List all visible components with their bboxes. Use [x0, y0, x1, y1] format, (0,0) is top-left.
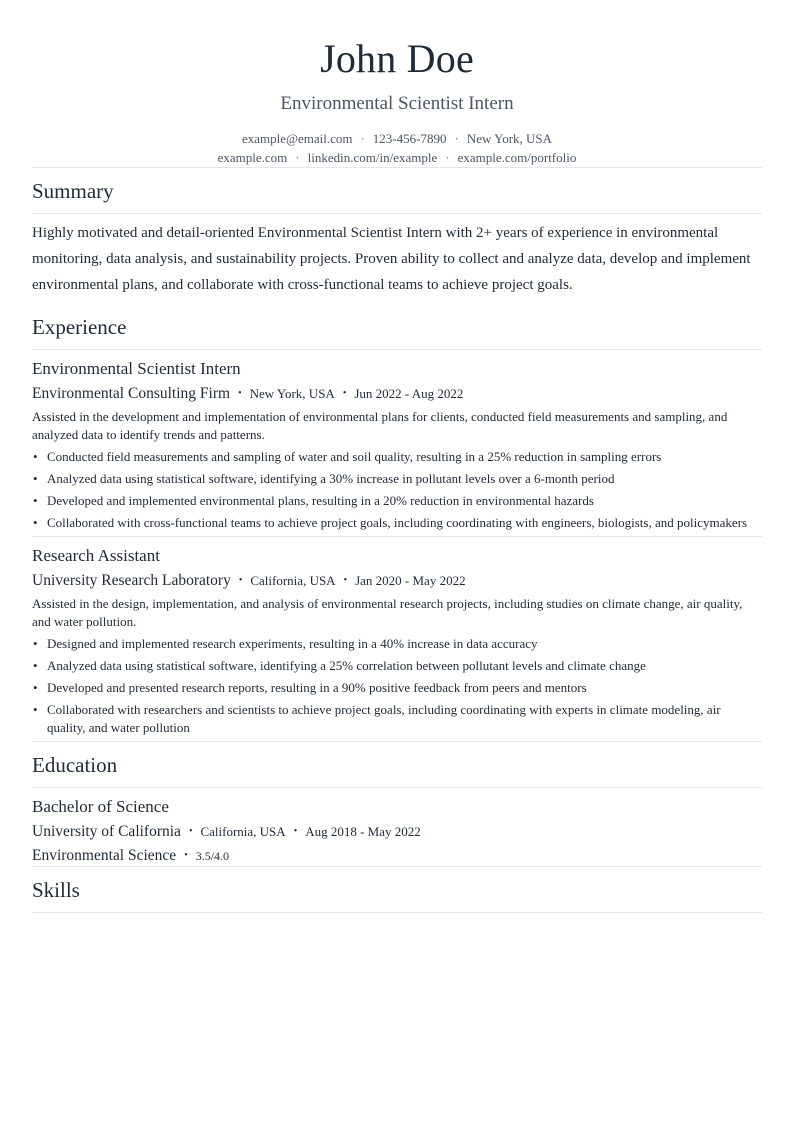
list-item: [32, 448, 762, 466]
summary-section: [32, 168, 762, 304]
bullet-icon: •: [33, 515, 38, 530]
meta-dot: •: [343, 575, 348, 586]
company-name: Environmental Consulting Firm: [32, 385, 231, 402]
experience-title: Experience: [32, 315, 127, 339]
phone-number[interactable]: 123-456-7890: [372, 131, 447, 146]
job-dates: Jan 2020 - May 2022: [355, 573, 466, 588]
list-item: [32, 492, 762, 510]
section-divider: [32, 213, 762, 214]
contact-row-1: [32, 129, 762, 148]
contact-info: [32, 129, 762, 167]
skills-section: [32, 867, 762, 913]
meta-dot: •: [342, 388, 347, 399]
list-item: [32, 701, 762, 737]
bullet-text: Collaborated with cross-functional teams to achieve project goals, including coordinating with engineers, biologists, and policymakers: [47, 515, 748, 530]
experience-entry: [32, 350, 762, 537]
job-location: New York, USA: [249, 386, 335, 401]
degree-title: Bachelor of Science: [32, 797, 169, 816]
contact-separator: ·: [454, 131, 459, 146]
bullet-text: Conducted field measurements and sampling of water and soil quality, resulting in a 25% reduction in sampling errors: [47, 449, 662, 464]
job-description: Assisted in the development and implementation of environmental plans for clients, conducted field measurements and sampling, and analyzed data to identify trends and patterns.: [32, 409, 728, 442]
list-item: [32, 657, 762, 675]
bullet-text: Designed and implemented research experiments, resulting in a 40% increase in data accuracy: [47, 636, 538, 651]
linkedin-link[interactable]: linkedin.com/in/example: [307, 150, 438, 165]
bullet-icon: •: [33, 658, 38, 673]
contact-separator: ·: [295, 150, 300, 165]
candidate-role: Environmental Scientist Intern: [280, 93, 514, 114]
education-title: Education: [32, 753, 118, 777]
bullet-icon: •: [33, 636, 38, 651]
list-item: [32, 679, 762, 697]
list-item: [32, 470, 762, 488]
bullet-text: Developed and implemented environmental plans, resulting in a 20% reduction in environmental hazards: [47, 493, 594, 508]
gpa: 3.5/4.0: [195, 849, 230, 863]
resume-header: [32, 0, 762, 167]
education-field-row: [32, 846, 762, 866]
experience-section: [32, 304, 762, 742]
job-meta: [32, 571, 762, 591]
job-title: Research Assistant: [32, 546, 160, 565]
job-location: California, USA: [250, 573, 336, 588]
company-name: University Research Laboratory: [32, 572, 231, 589]
experience-entry: [32, 537, 762, 742]
education-entry: [32, 788, 762, 867]
bullet-text: Analyzed data using statistical software, identifying a 25% correlation between pollutant levels and climate change: [47, 658, 646, 673]
bullet-icon: •: [33, 680, 38, 695]
email-link[interactable]: example@email.com: [241, 131, 353, 146]
bullet-icon: •: [33, 449, 38, 464]
bullet-icon: •: [33, 493, 38, 508]
summary-title: Summary: [32, 179, 114, 203]
portfolio-link[interactable]: example.com/portfolio: [457, 150, 577, 165]
field-of-study: Environmental Science: [32, 847, 177, 864]
education-dates: Aug 2018 - May 2022: [305, 824, 421, 839]
job-title: Environmental Scientist Intern: [32, 359, 241, 378]
bullet-text: Developed and presented research reports, resulting in a 90% positive feedback from peers and mentors: [47, 680, 587, 695]
meta-dot: •: [184, 850, 188, 861]
meta-dot: •: [188, 826, 193, 837]
bullet-icon: •: [33, 702, 38, 717]
bullet-text: Analyzed data using statistical software, identifying a 30% increase in pollutant levels over a 6-month period: [47, 471, 615, 486]
job-dates: Jun 2022 - Aug 2022: [354, 386, 464, 401]
school-name: University of California: [32, 823, 181, 840]
list-item: [32, 514, 762, 532]
bullet-text: Collaborated with researchers and scientists to achieve project goals, including coordinating with experts in climate modeling, air quality, and water pollution: [47, 702, 721, 735]
section-divider: [32, 912, 762, 913]
education-meta: [32, 822, 762, 842]
candidate-name: John Doe: [320, 36, 474, 81]
contact-separator: ·: [445, 150, 450, 165]
job-bullets: [32, 635, 762, 737]
job-bullets: [32, 448, 762, 532]
meta-dot: •: [293, 826, 298, 837]
bullet-icon: •: [33, 471, 38, 486]
meta-dot: •: [238, 388, 242, 399]
list-item: [32, 635, 762, 653]
contact-row-2: [32, 148, 762, 167]
meta-dot: •: [238, 575, 243, 586]
location: New York, USA: [466, 131, 553, 146]
website-link[interactable]: example.com: [217, 150, 288, 165]
contact-separator: ·: [360, 131, 365, 146]
job-description: Assisted in the design, implementation, and analysis of environmental research projects, including studies on climate change, air quality, and water pollution.: [32, 596, 743, 629]
education-section: [32, 742, 762, 867]
summary-text: Highly motivated and detail-oriented Environmental Scientist Intern with 2+ years of experience in environmental monitoring, data analysis, and sustainability projects. Proven ability to collect and analyze data, develop and implement environmental plans, and collaborate with cross-functional teams to achieve project goals.: [32, 225, 751, 293]
skills-title: Skills: [32, 878, 80, 902]
job-meta: [32, 384, 762, 404]
school-location: California, USA: [200, 824, 286, 839]
